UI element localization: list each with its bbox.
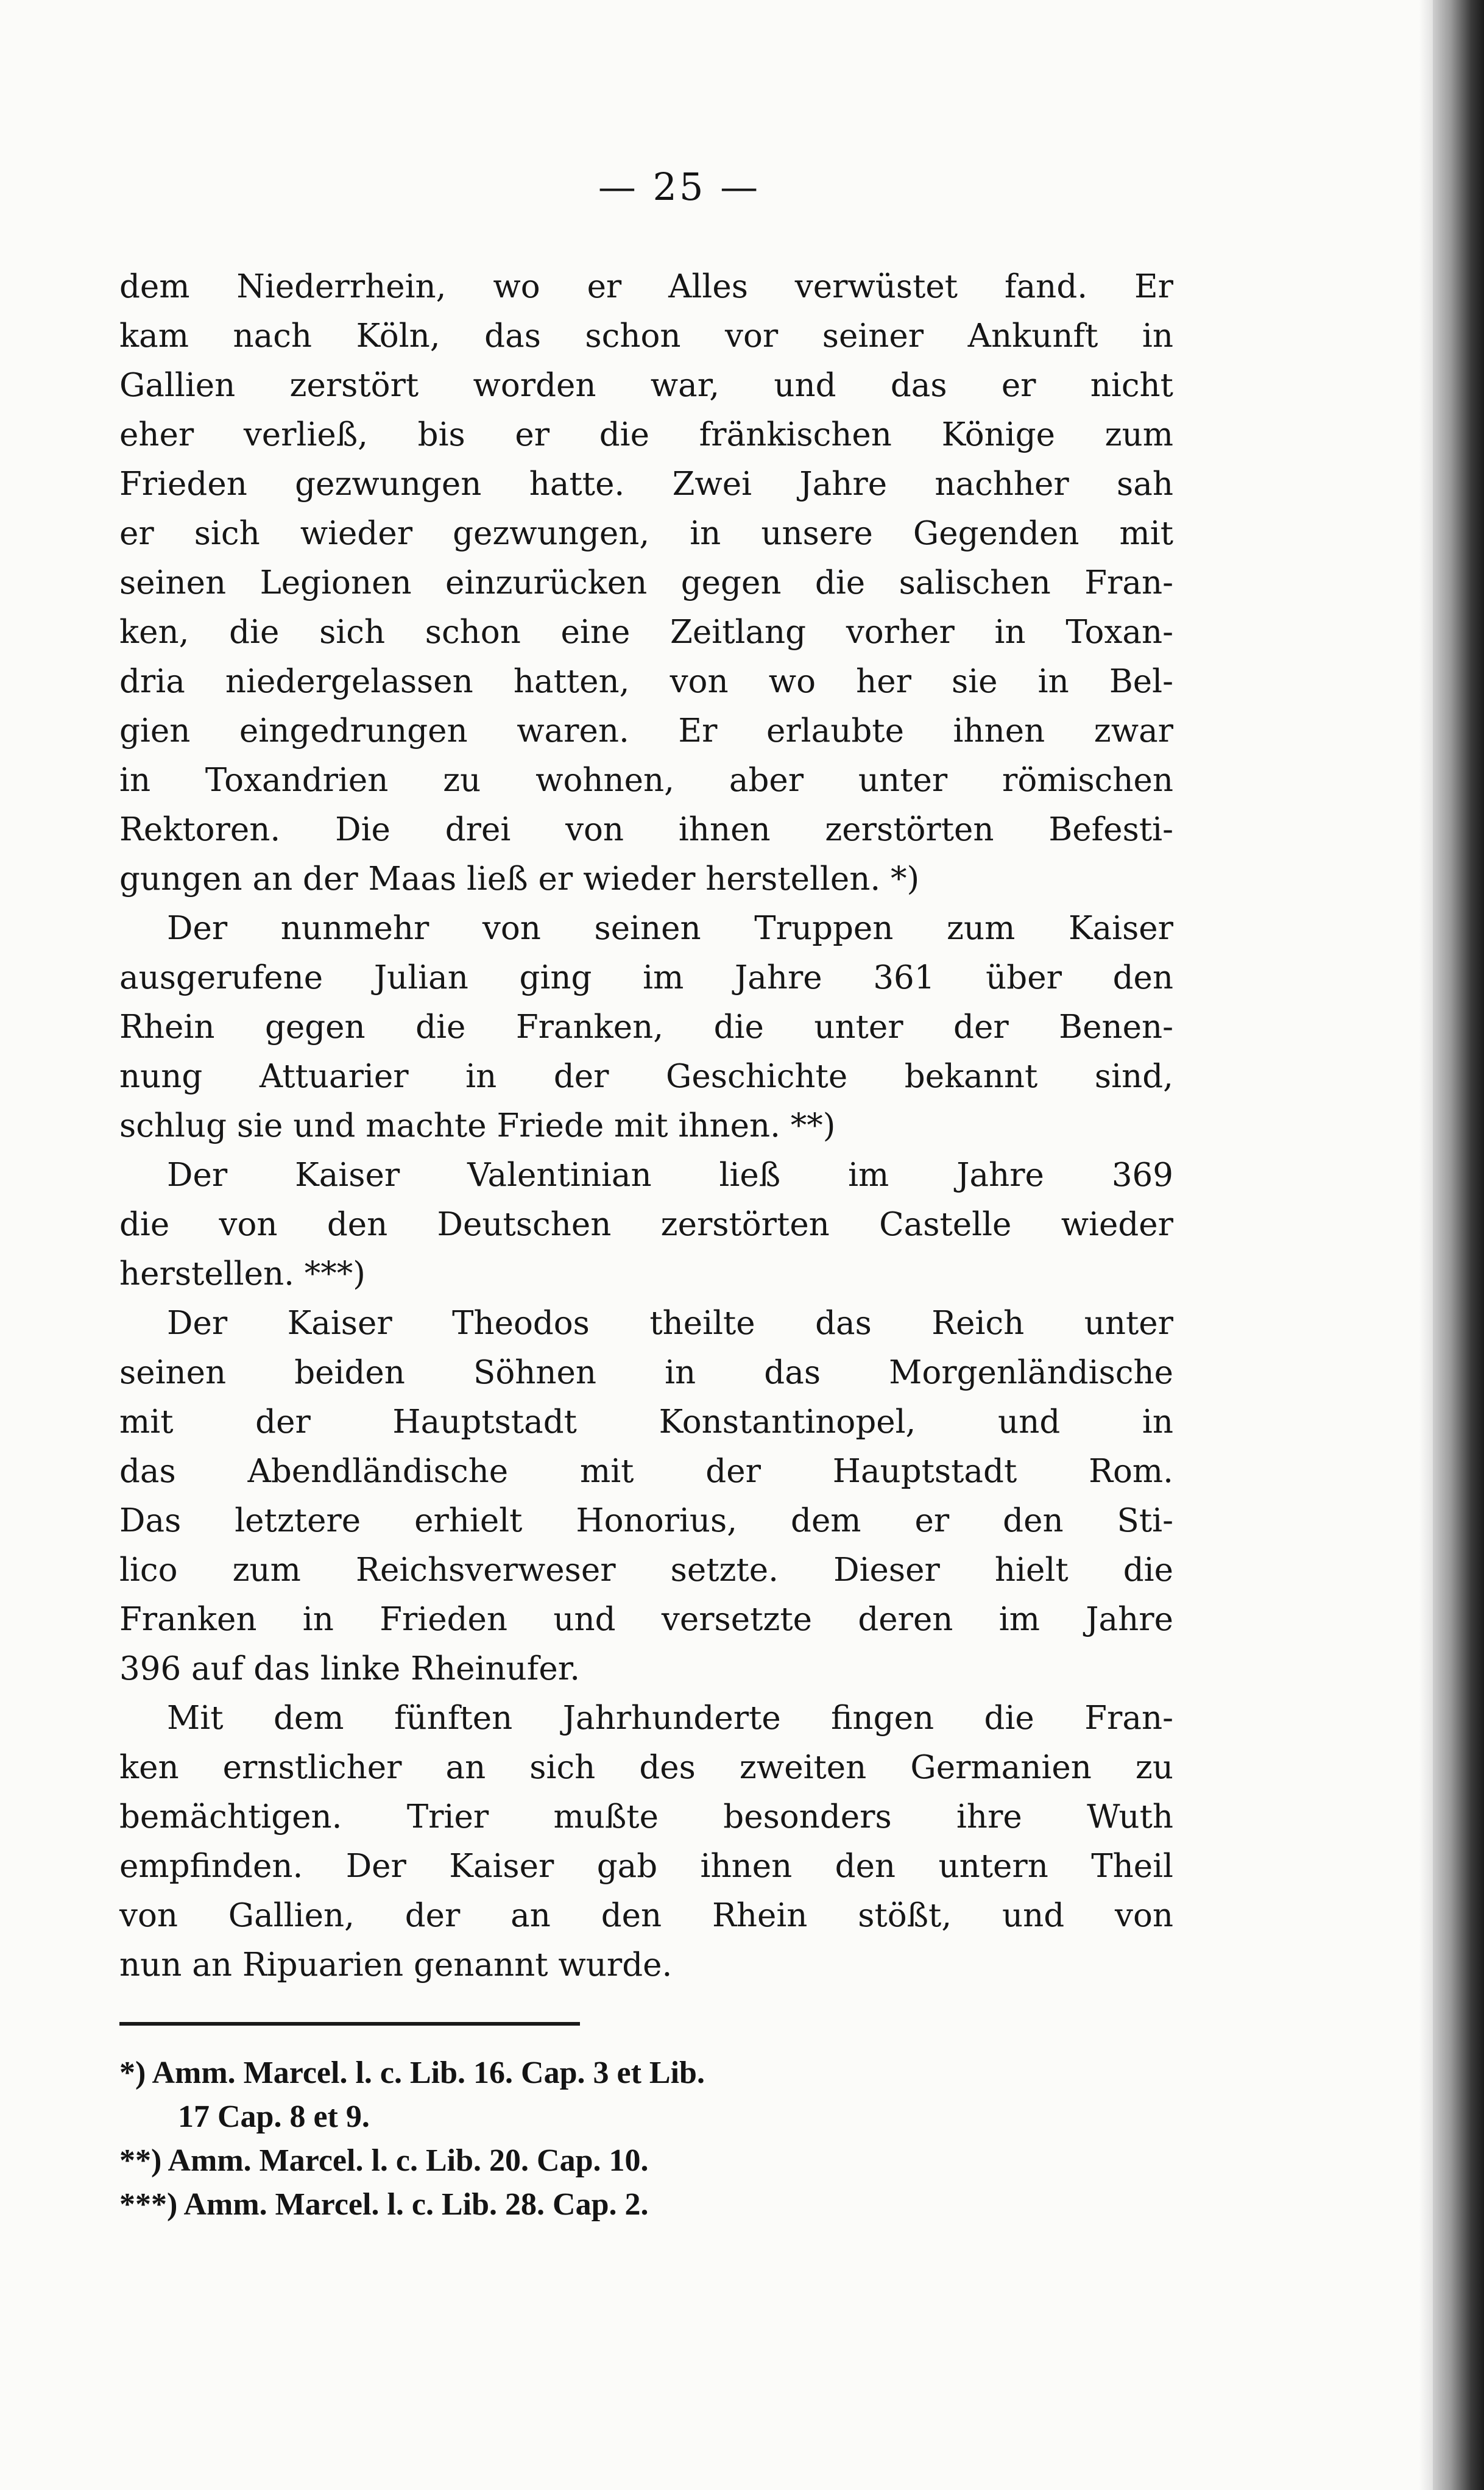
text-line: nun an Ripuarien genannt wurde. bbox=[119, 1946, 673, 1984]
text-line: Frieden gezwungen hatte. Zwei Jahre nachher sah bbox=[119, 466, 1173, 503]
text-line: gien eingedrungen waren. Er erlaubte ihnen zwar bbox=[119, 712, 1173, 750]
page-number: — 25 — bbox=[598, 165, 761, 209]
text-line: Der Kaiser Theodos theilte das Reich unter bbox=[167, 1305, 1173, 1342]
footnotes bbox=[119, 2051, 1179, 2227]
text-line: bemächtigen. Trier mußte besonders ihre Wuth bbox=[119, 1798, 1173, 1836]
text-line: Das letztere erhielt Honorius, dem er den Sti- bbox=[119, 1502, 1173, 1539]
text-line: dria niedergelassen hatten, von wo her sie in Bel- bbox=[119, 663, 1173, 700]
text-line: Mit dem fünften Jahrhunderte fingen die Fran- bbox=[167, 1700, 1173, 1737]
footnote-continuation: 17 Cap. 8 et 9. bbox=[178, 2099, 370, 2134]
footnote: **) Amm. Marcel. l. c. Lib. 20. Cap. 10. bbox=[119, 2143, 649, 2178]
text-line: gungen an der Maas ließ er wieder herstellen. *) bbox=[119, 860, 920, 898]
text-line: kam nach Köln, das schon vor seiner Ankunft in bbox=[119, 317, 1173, 355]
text-line: lico zum Reichsverweser setzte. Dieser hielt die bbox=[119, 1552, 1173, 1589]
text-line: ken ernstlicher an sich des zweiten Germanien zu bbox=[119, 1749, 1173, 1786]
text-line: seinen Legionen einzurücken gegen die salischen Fran- bbox=[119, 564, 1173, 601]
text-line: ausgerufene Julian ging im Jahre 361 über den bbox=[119, 959, 1173, 996]
text-line: das Abendländische mit der Hauptstadt Rom. bbox=[119, 1453, 1173, 1490]
text-line: Der nunmehr von seinen Truppen zum Kaiser bbox=[167, 910, 1173, 947]
footnote: *) Amm. Marcel. l. c. Lib. 16. Cap. 3 et Lib. bbox=[119, 2055, 705, 2090]
body-text bbox=[119, 262, 1173, 1990]
page-gutter-shadow bbox=[1419, 0, 1433, 2490]
text-line: empfinden. Der Kaiser gab ihnen den untern Theil bbox=[119, 1848, 1173, 1885]
text-line: Rhein gegen die Franken, die unter der Benen- bbox=[119, 1009, 1173, 1046]
text-line: nung Attuarier in der Geschichte bekannt sind, bbox=[119, 1058, 1173, 1095]
text-line: die von den Deutschen zerstörten Castelle wieder bbox=[119, 1206, 1173, 1243]
footnote: ***) Amm. Marcel. l. c. Lib. 28. Cap. 2. bbox=[119, 2187, 649, 2222]
footnote-divider bbox=[119, 2022, 580, 2026]
text-line: seinen beiden Söhnen in das Morgenländische bbox=[119, 1354, 1173, 1391]
text-line: von Gallien, der an den Rhein stößt, und von bbox=[119, 1897, 1173, 1934]
text-line: er sich wieder gezwungen, in unsere Gegenden mit bbox=[119, 515, 1173, 552]
text-line: eher verließ, bis er die fränkischen Könige zum bbox=[119, 416, 1173, 453]
text-line: Der Kaiser Valentinian ließ im Jahre 369 bbox=[167, 1157, 1173, 1194]
text-line: Franken in Frieden und versetzte deren im Jahre bbox=[119, 1601, 1173, 1638]
text-line: schlug sie und machte Friede mit ihnen. **) bbox=[119, 1107, 836, 1144]
text-line: Rektoren. Die drei von ihnen zerstörten Befesti- bbox=[119, 811, 1173, 848]
text-line: in Toxandrien zu wohnen, aber unter römischen bbox=[119, 762, 1173, 799]
text-line: ken, die sich schon eine Zeitlang vorher in Toxan- bbox=[119, 614, 1173, 651]
book-spine-edge bbox=[1433, 0, 1484, 2490]
text-line: herstellen. ***) bbox=[119, 1255, 366, 1293]
text-line: dem Niederrhein, wo er Alles verwüstet fand. Er bbox=[119, 268, 1173, 305]
text-line: 396 auf das linke Rheinufer. bbox=[119, 1650, 581, 1687]
text-line: Gallien zerstört worden war, und das er nicht bbox=[119, 367, 1173, 404]
text-line: mit der Hauptstadt Konstantinopel, und in bbox=[119, 1403, 1173, 1441]
